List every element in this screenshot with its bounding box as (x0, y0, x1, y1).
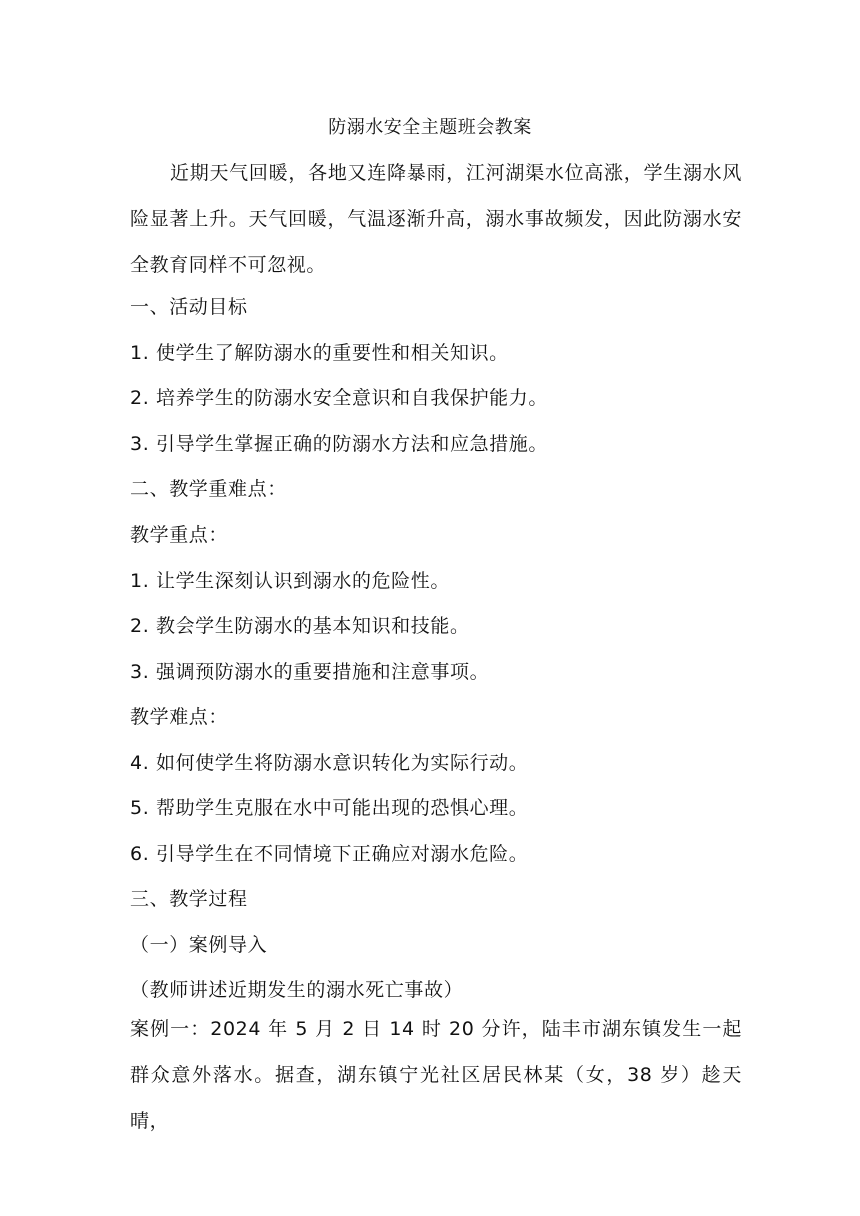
difficult-point-item: 6. 引导学生在不同情境下正确应对溺水危险。 (130, 843, 529, 865)
teacher-note: （教师讲述近期发生的溺水死亡事故） (130, 979, 464, 1001)
key-point-item: 2. 教会学生防溺水的基本知识和技能。 (130, 615, 470, 637)
subheading-key-points: 教学重点： (130, 524, 229, 546)
goal-item: 2. 培养学生的防溺水安全意识和自我保护能力。 (130, 387, 548, 409)
section-heading-key-points: 二、教学重难点： (130, 478, 287, 500)
difficult-point-item: 4. 如何使学生将防溺水意识转化为实际行动。 (130, 752, 529, 774)
key-point-item: 3. 强调预防溺水的重要措施和注意事项。 (130, 661, 490, 683)
goal-item: 1. 使学生了解防溺水的重要性和相关知识。 (130, 342, 509, 364)
subheading-case-intro: （一）案例导入 (130, 934, 268, 956)
key-point-item: 1. 让学生深刻认识到溺水的危险性。 (130, 570, 450, 592)
subheading-difficult-points: 教学难点： (130, 706, 229, 728)
section-heading-process: 三、教学过程 (130, 888, 248, 910)
difficult-point-item: 5. 帮助学生克服在水中可能出现的恐惧心理。 (130, 797, 529, 819)
intro-paragraph: 近期天气回暖，各地又连降暴雨，江河湖渠水位高涨，学生溺水风险显著上升。天气回暖，气温逐渐升高，溺水事故频发，因此防溺水安全教育同样不可忽视。 (130, 162, 742, 276)
case-paragraph: 案例一：2024 年 5 月 2 日 14 时 20 分许，陆丰市湖东镇发生一起群众意外落水。据查，湖东镇宁光社区居民林某（女，38 岁）趁天晴， (130, 1018, 742, 1132)
document-title: 防溺水安全主题班会教案 (328, 117, 532, 138)
section-heading-goals: 一、活动目标 (130, 296, 248, 318)
goal-item: 3. 引导学生掌握正确的防溺水方法和应急措施。 (130, 433, 548, 455)
